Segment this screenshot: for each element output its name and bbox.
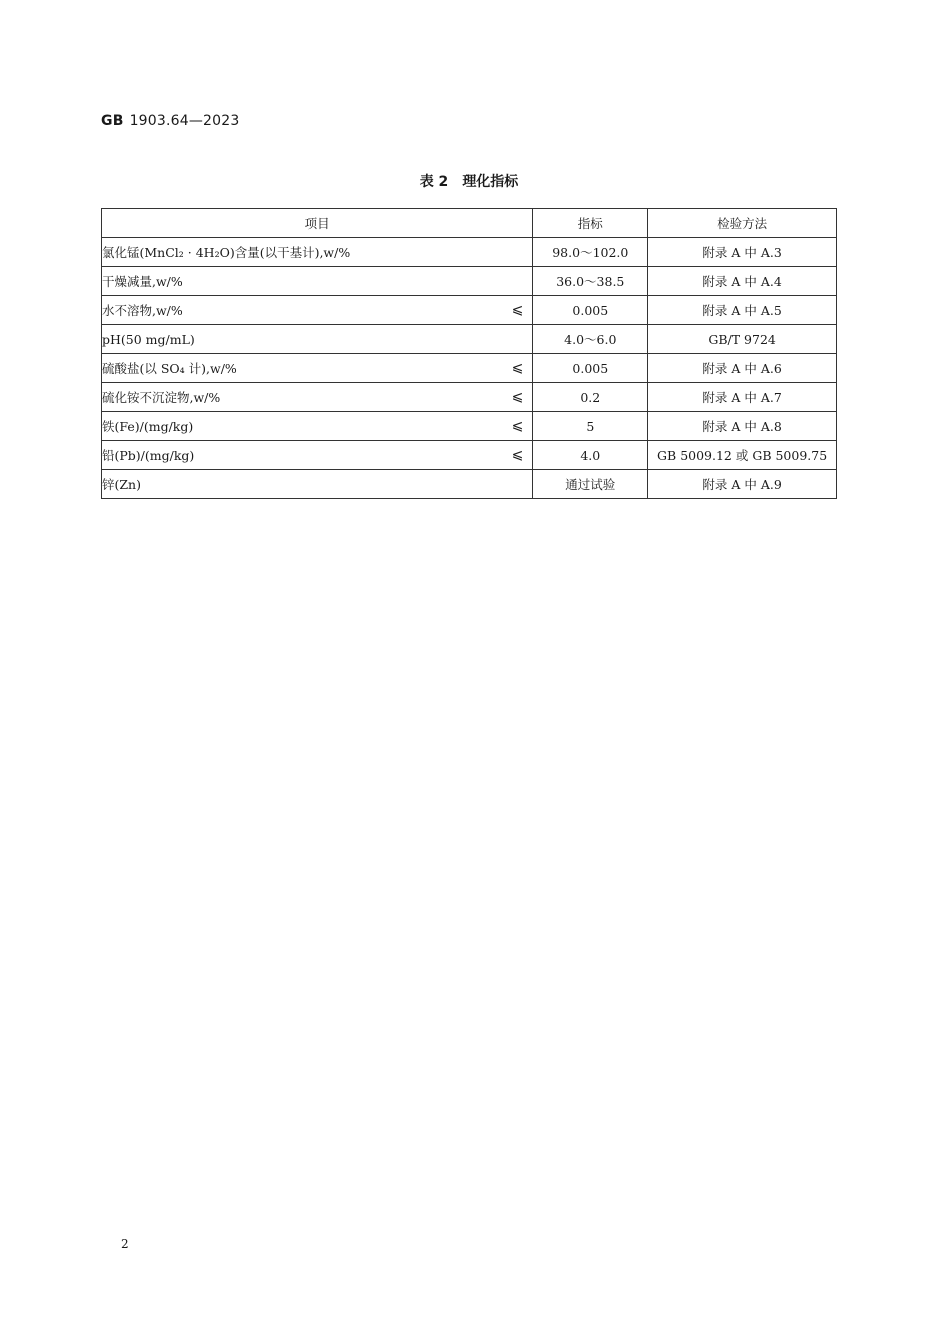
- item-cell: [102, 441, 533, 470]
- table-caption-title: 理化指标: [462, 174, 519, 190]
- item-label: 氯化锰(MnCl₂ · 4H₂O)含量(以干基计),w/%: [102, 245, 351, 260]
- value-cell: 通过试验: [533, 470, 648, 499]
- table-row: [102, 354, 837, 383]
- item-label: 干燥减量,w/%: [102, 274, 183, 289]
- item-label: pH(50 mg/mL): [102, 331, 195, 347]
- item-cell: [102, 267, 533, 296]
- item-label: 铅(Pb)/(mg/kg): [102, 448, 195, 463]
- method-cell: GB/T 9724: [648, 325, 837, 354]
- item-cell: [102, 325, 533, 354]
- standard-code: [101, 113, 240, 129]
- method-cell: 附录 A 中 A.7: [648, 383, 837, 412]
- item-cell: [102, 238, 533, 267]
- standard-code-prefix: GB: [101, 113, 124, 129]
- item-cell: [102, 470, 533, 499]
- table-caption-number: 表 2: [419, 174, 449, 190]
- column-header-method: 检验方法: [648, 209, 837, 238]
- table-row: [102, 470, 837, 499]
- less-equal-symbol: ⩽: [511, 302, 524, 318]
- item-cell: [102, 354, 533, 383]
- table-row: [102, 383, 837, 412]
- method-cell: 附录 A 中 A.4: [648, 267, 837, 296]
- method-cell: 附录 A 中 A.8: [648, 412, 837, 441]
- table-row: [102, 238, 837, 267]
- method-cell: GB 5009.12 或 GB 5009.75: [648, 441, 837, 470]
- table-row: [102, 296, 837, 325]
- item-cell: [102, 383, 533, 412]
- less-equal-symbol: ⩽: [511, 447, 524, 463]
- table-row: [102, 325, 837, 354]
- value-cell: 0.2: [533, 383, 648, 412]
- less-equal-symbol: ⩽: [511, 418, 524, 434]
- value-cell: 0.005: [533, 354, 648, 383]
- value-cell: 98.0～102.0: [533, 238, 648, 267]
- standard-code-number: 1903.64—2023: [129, 113, 240, 129]
- item-label: 铁(Fe)/(mg/kg): [102, 419, 194, 434]
- item-cell: [102, 412, 533, 441]
- method-cell: 附录 A 中 A.9: [648, 470, 837, 499]
- item-label: 硫化铵不沉淀物,w/%: [102, 390, 221, 405]
- table-row: [102, 267, 837, 296]
- item-label: 硫酸盐(以 SO₄ 计),w/%: [102, 361, 237, 376]
- table-row: [102, 441, 837, 470]
- less-equal-symbol: ⩽: [511, 389, 524, 405]
- less-equal-symbol: ⩽: [511, 360, 524, 376]
- value-cell: 4.0～6.0: [533, 325, 648, 354]
- table-header-row: [102, 209, 837, 238]
- method-cell: 附录 A 中 A.6: [648, 354, 837, 383]
- value-cell: 0.005: [533, 296, 648, 325]
- method-cell: 附录 A 中 A.5: [648, 296, 837, 325]
- item-label: 锌(Zn): [102, 477, 141, 492]
- method-cell: 附录 A 中 A.3: [648, 238, 837, 267]
- specification-table: [101, 208, 837, 499]
- table-caption: [0, 171, 938, 191]
- value-cell: 4.0: [533, 441, 648, 470]
- column-header-value: 指标: [533, 209, 648, 238]
- column-header-item: 项目: [102, 209, 533, 238]
- item-label: 水不溶物,w/%: [102, 303, 183, 318]
- page-number: 2: [121, 1237, 129, 1251]
- item-cell: [102, 296, 533, 325]
- table-row: [102, 412, 837, 441]
- value-cell: 36.0～38.5: [533, 267, 648, 296]
- value-cell: 5: [533, 412, 648, 441]
